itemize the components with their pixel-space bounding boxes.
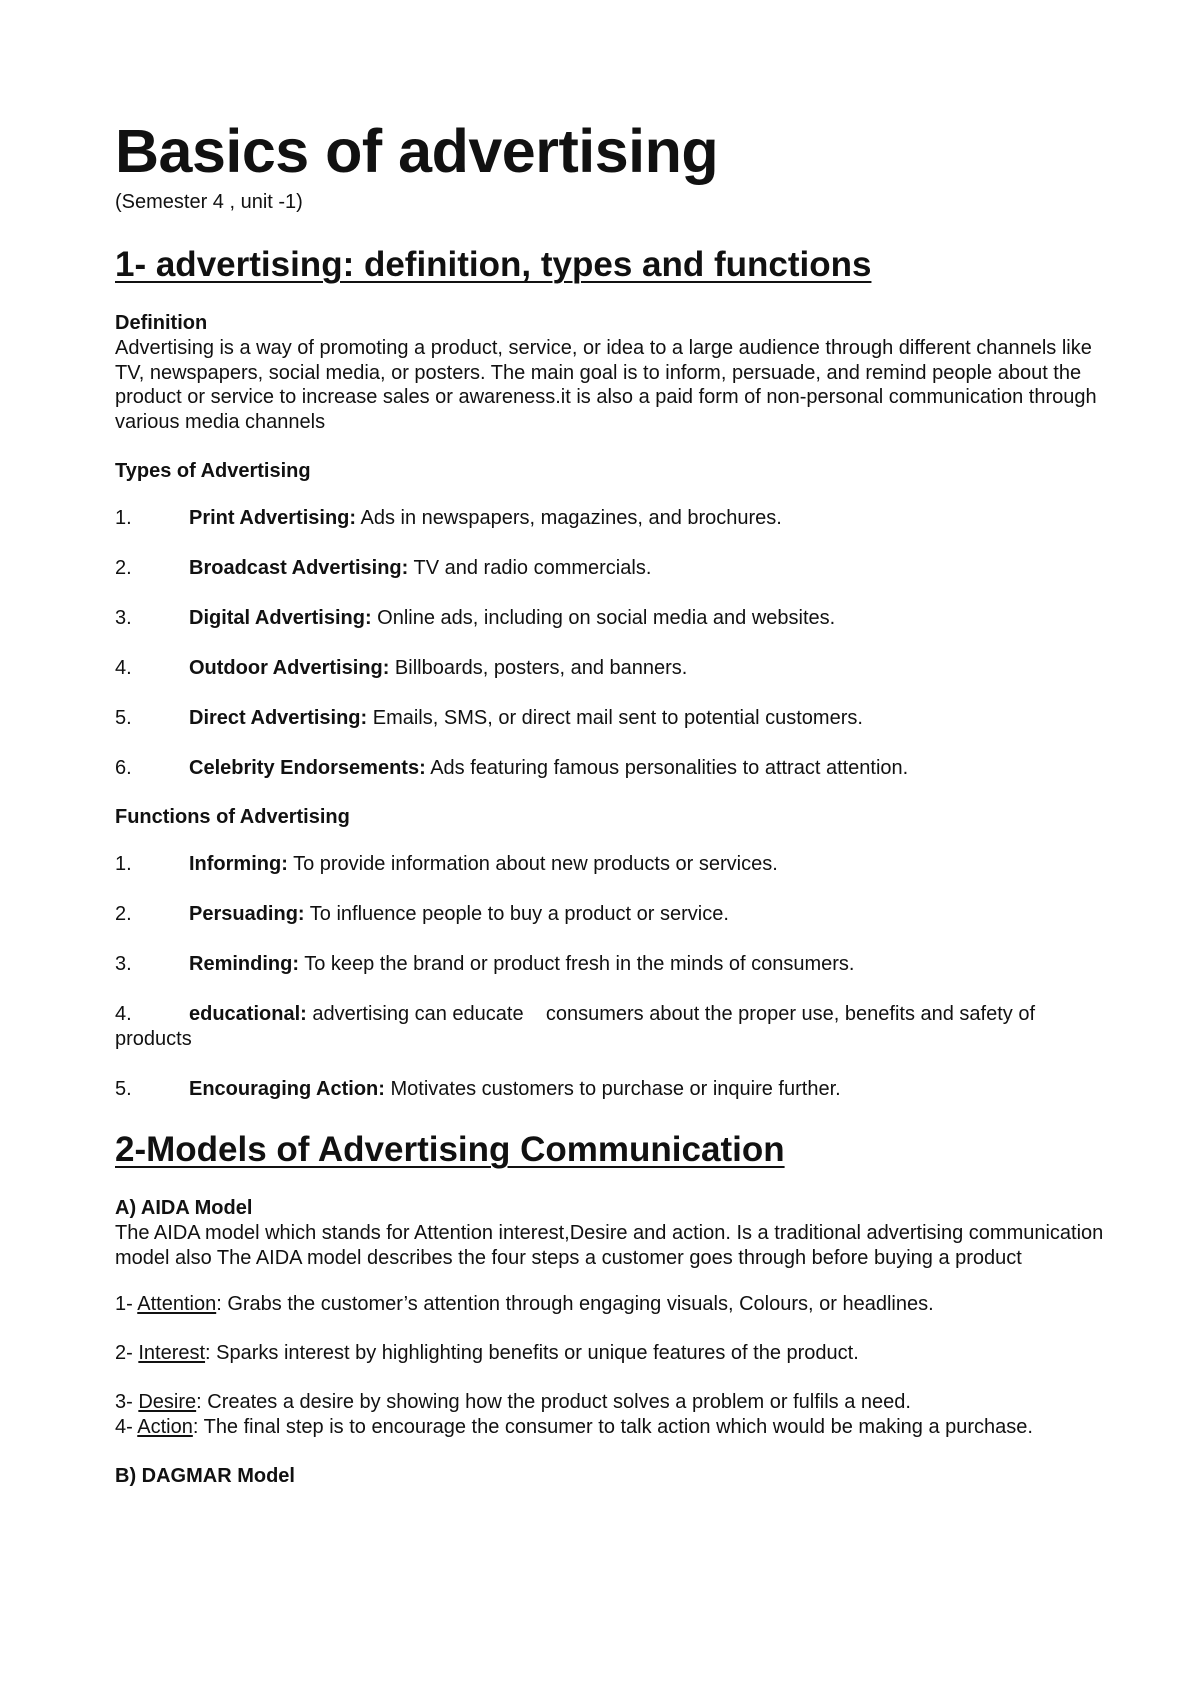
definition-text: Advertising is a way of promoting a product, service, or idea to a large audience through different channels like TV, newspapers, social media, or posters. The main goal is to inform, persuade, and remind people about the product or service to increase sales or awareness.it is also a paid form of non-personal communication through various media channels (115, 337, 1097, 433)
list-term: Direct Advertising: (189, 707, 368, 729)
aida-label: A) AIDA Model (115, 1197, 253, 1219)
aida-step (115, 1292, 1105, 1317)
list-term: Reminding: (189, 953, 299, 975)
step-desc: : The final step is to encourage the consumer to talk action which would be making a purchase. (192, 1416, 1033, 1438)
step-term: Interest (138, 1342, 206, 1364)
list-number: 2. (115, 557, 132, 579)
list-desc: Ads featuring famous personalities to attract attention. (425, 757, 909, 779)
list-number: 5. (115, 707, 132, 729)
aida-text: The AIDA model which stands for Attention interest,Desire and action. Is a traditional advertising communication model also The AIDA model describes the four steps a customer goes through before buying a product (115, 1222, 1104, 1269)
definition-label: Definition (115, 312, 208, 334)
list-number: 1. (115, 853, 132, 875)
types-list-item (115, 506, 1105, 531)
list-number: 2. (115, 903, 132, 925)
document-subtitle: (Semester 4 , unit -1) (115, 191, 303, 213)
section2-heading: 2-Models of Advertising Communication (115, 1130, 785, 1169)
list-number: 1. (115, 507, 132, 529)
list-desc: Billboards, posters, and banners. (389, 657, 688, 679)
list-number: 6. (115, 757, 132, 779)
step-prefix: 4- (115, 1416, 138, 1438)
functions-list (115, 852, 1105, 1102)
list-desc: To keep the brand or product fresh in the minds of consumers. (299, 953, 855, 975)
dagmar-label: B) DAGMAR Model (115, 1465, 295, 1487)
document-title: Basics of advertising (115, 117, 719, 185)
list-desc: Ads in newspapers, magazines, and brochures. (356, 507, 782, 529)
step-term: Desire (138, 1391, 197, 1413)
types-label: Types of Advertising (115, 460, 311, 482)
list-term: Broadcast Advertising: (189, 557, 409, 579)
types-list-item (115, 606, 1105, 631)
aida-step (115, 1390, 1105, 1415)
step-term: Attention (137, 1293, 217, 1315)
list-number: 4. (115, 1003, 132, 1025)
list-desc: TV and radio commercials. (408, 557, 652, 579)
step-desc: : Sparks interest by highlighting benefits or unique features of the product. (205, 1342, 859, 1364)
list-number: 3. (115, 607, 132, 629)
section1-heading: 1- advertising: definition, types and functions (115, 245, 872, 284)
list-term: Outdoor Advertising: (189, 657, 390, 679)
functions-list-item (115, 852, 1105, 877)
list-desc: Online ads, including on social media and websites. (371, 607, 836, 629)
types-list-item (115, 706, 1105, 731)
aida-step (115, 1415, 1105, 1440)
step-desc: : Grabs the customer’s attention through engaging visuals, Colours, or headlines. (216, 1293, 934, 1315)
list-number: 4. (115, 657, 132, 679)
step-prefix: 1- (115, 1293, 138, 1315)
list-term: Encouraging Action: (189, 1078, 385, 1100)
functions-list-item (115, 1002, 1105, 1052)
step-prefix: 3- (115, 1391, 139, 1413)
list-desc: Motivates customers to purchase or inquire further. (384, 1078, 841, 1100)
list-number: 5. (115, 1078, 132, 1100)
list-number: 3. (115, 953, 132, 975)
aida-steps (115, 1292, 1105, 1440)
functions-list-item (115, 952, 1105, 977)
document-page (115, 115, 1105, 1489)
list-desc: Emails, SMS, or direct mail sent to potential customers. (367, 707, 863, 729)
types-list (115, 506, 1105, 781)
list-term: Informing: (189, 853, 288, 875)
list-desc: To influence people to buy a product or service. (304, 903, 729, 925)
list-term: Digital Advertising: (189, 607, 372, 629)
list-desc: advertising can educate consumers about the proper use, benefits and safety of products (115, 1003, 1041, 1050)
list-desc: To provide information about new products or services. (287, 853, 778, 875)
types-list-item (115, 656, 1105, 681)
step-term: Action (137, 1416, 193, 1438)
list-term: Persuading: (189, 903, 305, 925)
aida-step (115, 1341, 1105, 1366)
step-desc: : Creates a desire by showing how the product solves a problem or fulfils a need. (196, 1391, 911, 1413)
types-list-item (115, 756, 1105, 781)
types-list-item (115, 556, 1105, 581)
step-prefix: 2- (115, 1342, 139, 1364)
list-term: Print Advertising: (189, 507, 357, 529)
list-term: educational: (189, 1003, 307, 1025)
functions-list-item (115, 902, 1105, 927)
functions-list-item (115, 1077, 1105, 1102)
list-term: Celebrity Endorsements: (189, 757, 426, 779)
functions-label: Functions of Advertising (115, 806, 350, 828)
